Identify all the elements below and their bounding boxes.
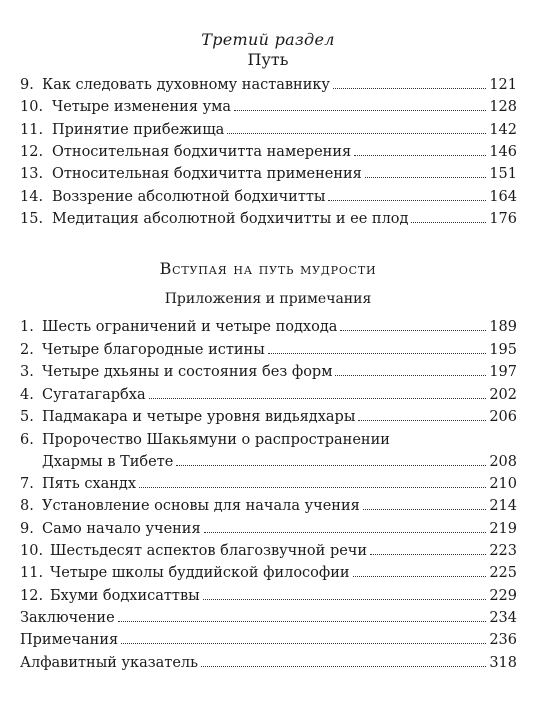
section-label: Третий раздел [201, 30, 335, 49]
entry-number: 10. [20, 543, 44, 559]
entry-page-number: 197 [489, 364, 517, 380]
dot-leader [268, 353, 487, 354]
toc-entry [20, 318, 517, 337]
dot-leader [333, 88, 486, 89]
toc-entry [20, 143, 517, 162]
toc-entry [20, 386, 517, 405]
entry-title: Заключение [20, 610, 115, 626]
dot-leader [121, 643, 486, 644]
entry-page-number: 189 [489, 319, 517, 335]
entry-number: 13. [20, 166, 44, 182]
entry-title: Само начало учения [42, 521, 201, 537]
entry-page-number: 236 [489, 632, 517, 648]
entry-title: Установление основы для начала учения [42, 498, 360, 514]
entry-number: 14. [20, 189, 44, 205]
toc-entry-notes [20, 631, 517, 650]
dot-leader [340, 330, 486, 331]
entry-number: 2. [20, 342, 34, 358]
dot-leader [328, 200, 486, 201]
entry-page-number: 202 [489, 387, 517, 403]
entry-title: Относительная бодхичитта применения [52, 166, 362, 182]
entry-number: 6. [20, 432, 34, 448]
dot-leader [234, 110, 486, 111]
entry-page-number: 195 [489, 342, 517, 358]
dot-leader [363, 509, 487, 510]
toc-entry-conclusion [20, 609, 517, 628]
dot-leader [149, 398, 487, 399]
part-title: Вступая на путь мудрости [159, 259, 377, 278]
toc-entry [20, 210, 517, 229]
entry-number: 9. [20, 521, 34, 537]
dot-leader [370, 554, 486, 555]
dot-leader [365, 177, 486, 178]
entry-page-number: 318 [489, 655, 517, 671]
toc-entry [20, 564, 517, 583]
toc-entry [20, 121, 517, 140]
entry-number: 9. [20, 77, 34, 93]
entry-page-number: 146 [489, 144, 517, 160]
dot-leader [358, 420, 486, 421]
toc-entry [20, 408, 517, 427]
entry-title: Четыре дхьяны и состояния без форм [42, 364, 333, 380]
toc-entry [20, 542, 517, 561]
entry-title: Примечания [20, 632, 119, 648]
entry-title: Четыре школы буддийской философии [50, 565, 350, 581]
entry-page-number: 214 [489, 498, 517, 514]
entry-number: 11. [20, 565, 44, 581]
entry-number: 7. [20, 476, 34, 492]
entry-number: 1. [20, 319, 34, 335]
toc-entry [20, 520, 517, 539]
toc-entry [20, 475, 517, 494]
entry-title: Падмакара и четыре уровня видьядхары [42, 409, 356, 425]
entry-page-number: 121 [489, 77, 517, 93]
entry-number: 11. [20, 122, 44, 138]
entry-number: 10. [20, 99, 44, 115]
section-title: Путь [247, 50, 289, 69]
dot-leader [204, 532, 487, 533]
entry-number: 12. [20, 588, 44, 604]
dot-leader [227, 133, 486, 134]
entry-number: 15. [20, 211, 44, 227]
entry-page-number: 206 [489, 409, 517, 425]
entry-title: Четыре благородные истины [42, 342, 265, 358]
entry-page-number: 142 [489, 122, 517, 138]
entry-title: Шесть ограничений и четыре подхода [42, 319, 338, 335]
entry-page-number: 234 [489, 610, 517, 626]
entry-number: 3. [20, 364, 34, 380]
entry-page-number: 219 [489, 521, 517, 537]
entry-number: 4. [20, 387, 34, 403]
dot-leader [118, 621, 487, 622]
entry-number: 5. [20, 409, 34, 425]
dot-leader [411, 222, 486, 223]
toc-entry [42, 453, 517, 472]
toc-entry [20, 341, 517, 360]
entry-title: Как следовать духовному наставнику [42, 77, 330, 93]
entry-title: Четыре изменения ума [52, 99, 232, 115]
toc-entry [20, 188, 517, 207]
entry-page-number: 223 [489, 543, 517, 559]
toc-entry [20, 363, 517, 382]
dot-leader [353, 576, 487, 577]
entry-title: Принятие прибежища [52, 122, 225, 138]
entry-page-number: 210 [489, 476, 517, 492]
toc-entry-first-line [20, 431, 390, 450]
entry-title: Воззрение абсолютной бодхичитты [52, 189, 326, 205]
entry-title: Медитация абсолютной бодхичитты и ее плод [52, 211, 409, 227]
toc-entry [20, 76, 517, 95]
entry-page-number: 164 [489, 189, 517, 205]
entry-title: Пять схандх [42, 476, 137, 492]
entry-page-number: 225 [489, 565, 517, 581]
entry-number: 12. [20, 144, 44, 160]
dot-leader [176, 465, 486, 466]
entry-title: Шестьдесят аспектов благозвучной речи [50, 543, 368, 559]
entry-title: Бхуми бодхисаттвы [50, 588, 200, 604]
toc-entry [20, 98, 517, 117]
entry-page-number: 128 [489, 99, 517, 115]
entry-title: Сугатагарбха [42, 387, 146, 403]
toc-entry [20, 165, 517, 184]
entry-title-line-1: Пророчество Шакьямуни о распространении [42, 432, 390, 448]
dot-leader [354, 155, 486, 156]
entry-page-number: 176 [489, 211, 517, 227]
toc-entry-index [20, 654, 517, 673]
dot-leader [139, 487, 486, 488]
entry-page-number: 229 [489, 588, 517, 604]
toc-entry [20, 587, 517, 606]
entry-title: Относительная бодхичитта намерения [52, 144, 352, 160]
dot-leader [201, 666, 486, 667]
dot-leader [335, 375, 486, 376]
entry-number: 8. [20, 498, 34, 514]
part-subtitle: Приложения и примечания [164, 291, 372, 307]
toc-entry [20, 497, 517, 516]
entry-page-number: 151 [489, 166, 517, 182]
entry-page-number: 208 [489, 454, 517, 470]
entry-title: Алфавитный указатель [20, 655, 199, 671]
entry-title: Дхармы в Тибете [42, 454, 174, 470]
dot-leader [203, 599, 487, 600]
